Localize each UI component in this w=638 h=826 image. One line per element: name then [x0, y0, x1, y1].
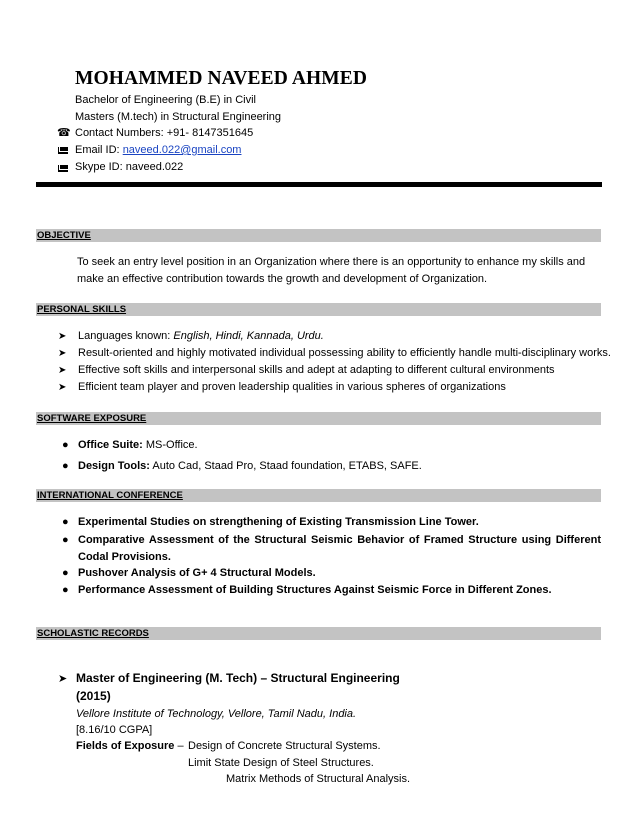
- field-item: Limit State Design of Steel Structures.: [188, 757, 374, 769]
- cgpa: [8.16/10 CGPA]: [76, 724, 153, 736]
- arrow-bullet-icon: ➤: [58, 382, 67, 393]
- arrow-bullet-icon: ➤: [58, 331, 67, 342]
- arrow-bullet-icon: ➤: [58, 348, 67, 359]
- field-item: Design of Concrete Structural Systems.: [188, 740, 381, 752]
- degree-bachelor: Bachelor of Engineering (B.E) in Civil: [75, 94, 256, 106]
- phone-icon: ☎: [57, 127, 71, 139]
- list-item: ● Pushover Analysis of G+ 4 Structural Models.: [58, 565, 601, 582]
- envelope-icon: [57, 163, 69, 175]
- email: Email ID: naveed.022@gmail.com: [75, 144, 242, 156]
- institute-name: Vellore Institute of Technology, Vellore, Tamil Nadu, India.: [76, 708, 357, 720]
- objective-text: To seek an entry level position in an Organization where there is an opportunity to enhance my skills and make an effective contribution towards the growth and development of Organization.: [77, 256, 586, 285]
- section-scholastic-heading: SCHOLASTIC RECORDS: [36, 627, 601, 640]
- section-conference-heading: INTERNATIONAL CONFERENCE: [36, 489, 601, 502]
- arrow-bullet-icon: ➤: [58, 365, 67, 376]
- field-item: Matrix Methods of Structural Analysis.: [226, 773, 411, 785]
- degree-masters: Masters (M.tech) in Structural Engineering: [75, 111, 282, 123]
- bullet-icon: ●: [62, 567, 69, 579]
- skype-id: Skype ID: naveed.022: [75, 161, 184, 173]
- bullet-icon: ●: [62, 584, 69, 596]
- list-item: ● Comparative Assessment of the Structural Seismic Behavior of Framed Structure using Different Codal Provisions.: [62, 534, 601, 563]
- contact-number: Contact Numbers: +91- 8147351645: [75, 127, 254, 139]
- degree-title: Master of Engineering (M. Tech) – Structural Engineering: [76, 671, 400, 685]
- section-software-heading: SOFTWARE EXPOSURE: [36, 412, 601, 425]
- email-link[interactable]: naveed.022@gmail.com: [122, 144, 242, 156]
- section-objective-heading: OBJECTIVE: [36, 229, 601, 242]
- list-item: ● Performance Assessment of Building Structures Against Seismic Force in Different Zones.: [58, 582, 601, 599]
- degree-year: (2015): [76, 689, 111, 703]
- candidate-name: MOHAMMED NAVEED AHMED: [75, 68, 368, 89]
- list-item: ● Experimental Studies on strengthening of Existing Transmission Line Tower.: [58, 514, 601, 531]
- section-personal-skills-heading: PERSONAL SKILLS: [36, 303, 601, 316]
- fields-label: Fields of Exposure –: [76, 740, 184, 752]
- arrow-bullet-icon: ➤: [58, 673, 68, 685]
- header-divider: [36, 182, 602, 187]
- bullet-icon: ●: [62, 460, 69, 472]
- envelope-icon: [57, 145, 69, 157]
- bullet-icon: ●: [62, 534, 69, 546]
- bullet-icon: ●: [62, 439, 69, 451]
- bullet-icon: ●: [62, 516, 69, 528]
